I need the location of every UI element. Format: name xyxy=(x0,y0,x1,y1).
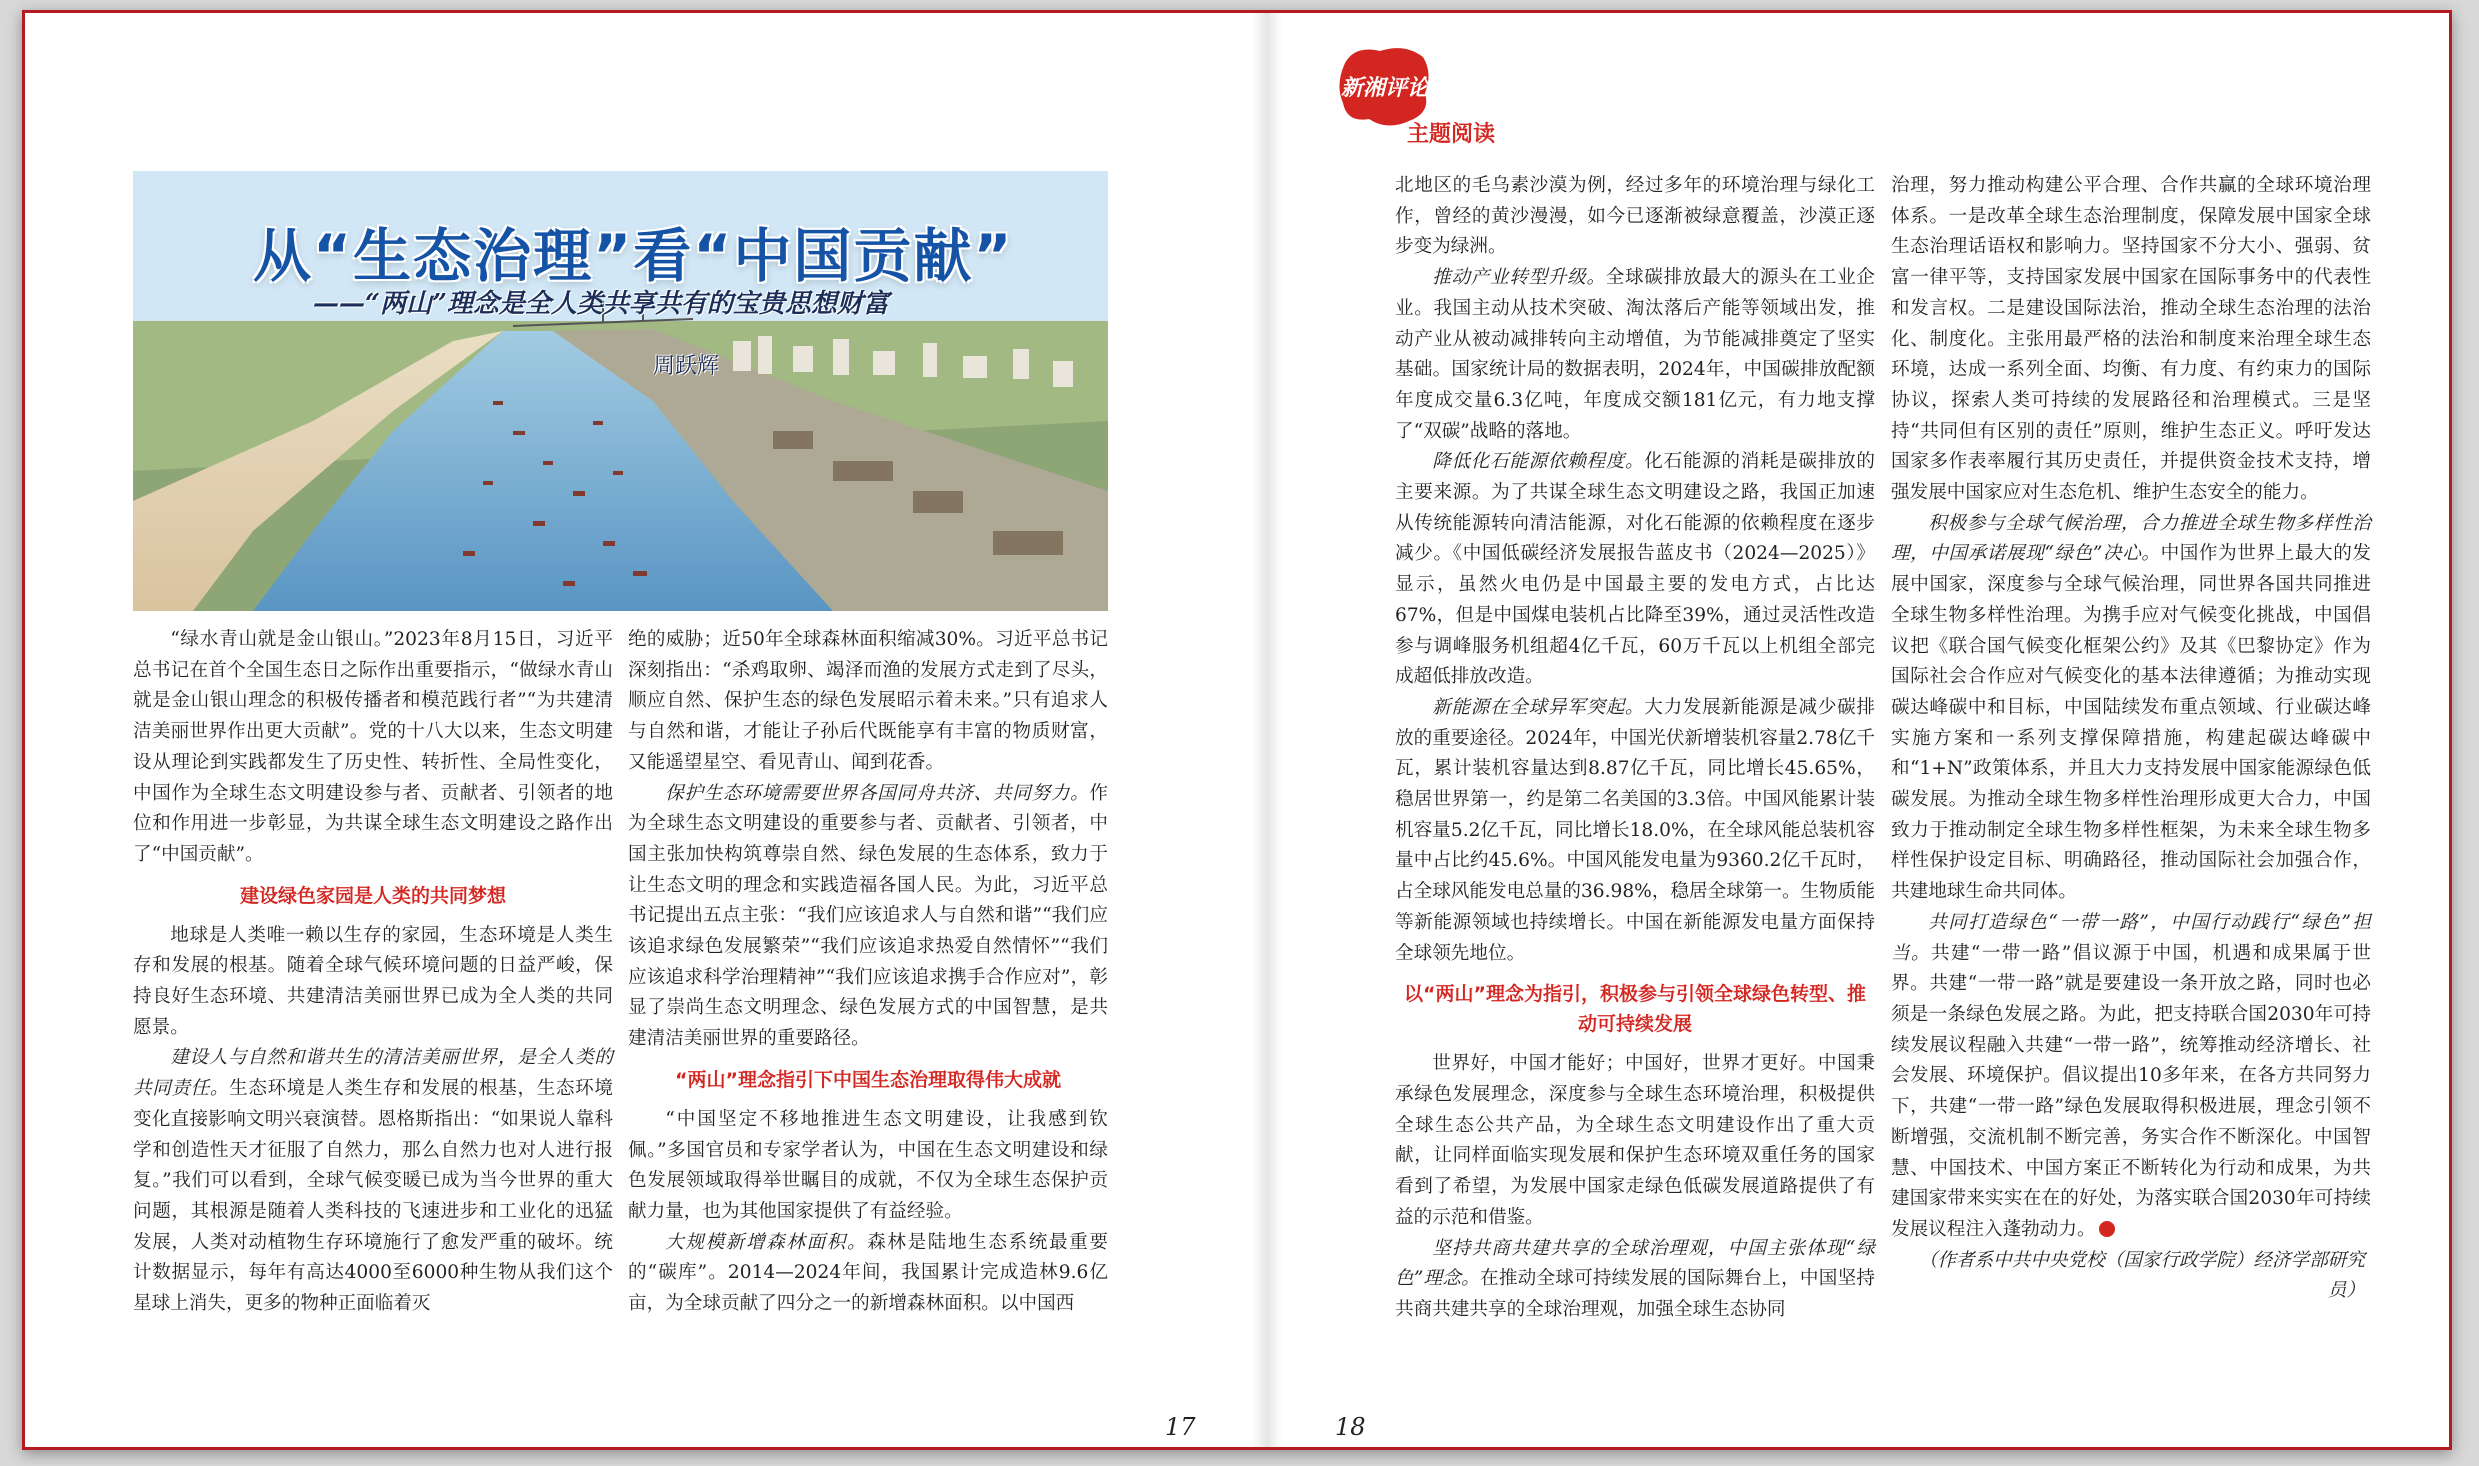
paragraph-body: 森林是陆地生态系统最重要的“碳库”。2014—2024年间，我国累计完成造林9.6亿亩，为全球贡献了四分之一的新增森林面积。以中国西 xyxy=(628,1231,1108,1315)
paragraph xyxy=(628,779,1108,1055)
column-4 xyxy=(1891,171,2371,1307)
paragraph-lead: 降低化石能源依赖程度。 xyxy=(1432,451,1645,473)
section-heading: “两山”理念指引下中国生态治理取得伟大成就 xyxy=(675,1068,1061,1091)
section-heading: 建设绿色家园是人类的共同梦想 xyxy=(239,884,506,907)
article-end-mark xyxy=(2099,1221,2115,1237)
brand-name: 新湘评论 xyxy=(1340,75,1430,101)
paragraph-lead: 大规模新增森林面积。 xyxy=(665,1231,868,1253)
paragraph-body: 中国作为世界上最大的发展中国家，深度参与全球气候治理，同世界各国共同推进全球生物多样性治理。为携手应对气候变化挑战，中国倡议把《联合国气候变化框架公约》及其《巴黎协定》作为国际社会合作应对气候变化的基本法律遵循；为推动实现碳达峰碳中和目标，中国陆续发布重点领域、行业碳达峰实施方案和一系列支撑保障措施，构建起碳达峰碳中和“1+N”政策体系，并且大力支持发展中国家能源绿色低碳发展。为推动全球生物多样性治理形成更大合力，中国致力于推动制定全球生物多样性框架，为未来全球生物多样性保护设定目标、明确路径，推动国际社会加强合作，共建地球生命共同体。 xyxy=(1891,543,2371,903)
column-2 xyxy=(628,625,1108,1320)
paragraph xyxy=(1395,1234,1875,1326)
paragraph-body: 在推动全球可持续发展的国际舞台上，中国坚持共商共建共享的全球治理观，加强全球生态协同 xyxy=(1395,1268,1875,1320)
paragraph-lead: 坚持共商共建共享的全球治理观，中国主张体现“绿色”理念。 xyxy=(1395,1237,1875,1290)
paragraph-body: 生态环境是人类生存和发展的根基，生态环境变化直接影响文明兴衰演替。恩格斯指出：“如果说人靠科学和创造性天才征服了自然力，那么自然力也对人进行报复。”我们可以看到，全球气候变暖已成为当今世界的重大问题，其根源是随着人类科技的飞速进步和工业化的迅猛发展，人类对动植物生存环境施行了愈发严重的破坏。统计数据显示，每年有高达4000至6000种生物从我们这个星球上消失，更多的物种正面临着灭 xyxy=(133,1078,613,1315)
paragraph-lead: 推动产业转型升级。 xyxy=(1432,267,1606,289)
xinxiang-pinglun-logo xyxy=(1335,43,1435,128)
paragraph-body: 共建“一带一路”倡议源于中国，机遇和成果属于世界。共建“一带一路”就是要建设一条开放之路，同时也必须是一条绿色发展之路。为此，把支持联合国2030年可持续发展议程融入共建“一带一路”，统筹推动经济增长、社会发展、环境保护。倡议提出10多年来，在各方共同努力下，共建“一带一路”绿色发展取得积极进展，理念引领不断增强，交流机制不断完善，务实合作不断深化。中国智慧、中国技术、中国方案正不断转化为行动和成果，为共建国家带来实实在在的好处，为落实联合国2030年可持续发展议程注入蓬勃动力。 xyxy=(1891,942,2371,1240)
paragraph: “中国坚定不移地推进生态文明建设，让我感到钦佩。”多国官员和专家学者认为，中国在生态文明建设和绿色发展领域取得举世瞩目的成就，不仅为全球生态保护贡献力量，也为其他国家提供了有益经验。 xyxy=(628,1108,1108,1222)
paragraph xyxy=(1395,447,1875,693)
paragraph: 治理，努力推动构建公平合理、合作共赢的全球环境治理体系。一是改革全球生态治理制度，保障发展中国家全球生态治理话语权和影响力。坚持国家不分大小、强弱、贫富一律平等，支持国家发展中国家在国际事务中的代表性和发言权。二是建设国际法治，推动全球生态治理的法治化、制度化。主张用最严格的法治和制度来治理全球生态环境，达成一系列全面、均衡、有力度、有约束力的国际协议，探索人类可持续的发展路径和治理模式。三是坚持“共同但有区别的责任”原则，维护生态正义。呼吁发达国家多作表率履行其历史责任，并提供资金技术支持，增强发展中国家应对生态危机、维护生态安全的能力。 xyxy=(1891,175,2371,504)
hero-photo xyxy=(133,171,1108,611)
paragraph xyxy=(1891,509,2371,908)
article-subtitle: ——“两山”理念是全人类共享共有的宝贵思想财富 xyxy=(313,289,889,319)
paragraph-lead: 保护生态环境需要世界各国同舟共济、共同努力。 xyxy=(665,782,1090,804)
paragraph: “绿水青山就是金山银山。”2023年8月15日，习近平总书记在首个全国生态日之际作出重要指示，“做绿水青山就是金山银山理念的积极传播者和模范践行者”“为共建清洁美丽世界作出更大贡献”。党的十八大以来，生态文明建设从理论到实践都发生了历史性、转折性、全局性变化，中国作为全球生态文明建设参与者、贡献者、引领者的地位和作用进一步彰显，为共谋全球生态文明建设之路作出了“中国贡献”。 xyxy=(133,629,613,865)
binding-gutter xyxy=(1252,13,1282,1447)
paragraph-body: 化石能源的消耗是碳排放的主要来源。为了共谋全球生态文明建设之路，我国正加速从传统能源转向清洁能源，对化石能源的依赖程度在逐步减少。《中国低碳经济发展报告蓝皮书（2024—2025）》显示，虽然火电仍是中国最主要的发电方式，占比达67%，但是中国煤电装机占比降至39%，通过灵活性改造参与调峰服务机组超4亿千瓦，60万千瓦以上机组全部完成超低排放改造。 xyxy=(1395,451,1875,688)
paragraph: 地球是人类唯一赖以生存的家园，生态环境是人类生存和发展的根基。随着全球气候环境问题的日益严峻，保持良好生态环境、共建清洁美丽世界已成为全人类的共同愿景。 xyxy=(133,924,613,1038)
paragraph xyxy=(1395,263,1875,447)
paragraph-lead: 建设人与自然和谐共生的清洁美丽世界，是全人类的共同责任。 xyxy=(133,1047,613,1100)
column-1 xyxy=(133,625,613,1320)
paragraph xyxy=(1891,908,2371,1246)
magazine-spread xyxy=(22,10,2452,1450)
paragraph: 绝的威胁；近50年全球森林面积缩减30%。习近平总书记深刻指出：“杀鸡取卵、竭泽而渔的发展方式走到了尽头，顺应自然、保护生态的绿色发展昭示着未来。”只有追求人与自然和谐，才能让子孙后代既能享有丰富的物质财富，又能遥望星空、看见青山、闻到花香。 xyxy=(628,629,1108,773)
column-3 xyxy=(1395,171,1875,1326)
author-bio: （作者系中共中央党校（国家行政学院）经济学部研究员） xyxy=(1918,1249,2365,1302)
paragraph: 北地区的毛乌素沙漠为例，经过多年的环境治理与绿化工作，曾经的黄沙漫漫，如今已逐渐被绿意覆盖，沙漠正逐步变为绿洲。 xyxy=(1395,175,1875,258)
paragraph-body: 作为全球生态文明建设的重要参与者、贡献者、引领者，中国主张加快构筑尊崇自然、绿色发展的生态体系，致力于让生态文明的理念和实践造福各国人民。为此，习近平总书记提出五点主张：“我们应该追求人与自然和谐”“我们应该追求绿色发展繁荣”“我们应该追求热爱自然情怀”“我们应该追求科学治理精神”“我们应该追求携手合作应对”，彰显了崇尚生态文明理念、绿色发展方式的中国智慧，是共建清洁美丽世界的重要路径。 xyxy=(628,782,1108,1050)
paragraph: 世界好，中国才能好；中国好，世界才更好。中国秉承绿色发展理念，深度参与全球生态环境治理，积极提供全球生态公共产品，为全球生态文明建设作出了重大贡献，让同样面临实现发展和保护生态环境双重任务的国家看到了希望，为发展中国家走绿色低碳发展道路提供了有益的示范和借鉴。 xyxy=(1395,1053,1875,1228)
article-author: 周跃辉 xyxy=(653,354,720,379)
section-heading: 以“两山”理念为指引，积极参与引领全球绿色转型、推动可持续发展 xyxy=(1404,983,1866,1036)
paragraph-lead: 积极参与全球气候治理，合力推进全球生物多样性治理，中国承诺展现“绿色”决心。 xyxy=(1891,512,2371,565)
paragraph xyxy=(133,1043,613,1319)
page-number-right: 18 xyxy=(1335,1413,1366,1441)
paragraph xyxy=(1395,693,1875,969)
section-label: 主题阅读 xyxy=(1407,122,1496,147)
page-number-left: 17 xyxy=(1165,1413,1196,1441)
paragraph-lead: 共同打造绿色“一带一路”，中国行动践行“绿色”担当。 xyxy=(1891,911,2371,964)
paragraph-body: 全球碳排放最大的源头在工业企业。我国主动从技术突破、淘汰落后产能等领域出发，推动产业从被动减排转向主动增值，为节能减排奠定了坚实基础。国家统计局的数据表明，2024年，中国碳排放配额年度成交量6.3亿吨，年度成交额181亿元，有力地支撑了“双碳”战略的落地。 xyxy=(1395,267,1875,442)
paragraph xyxy=(628,1228,1108,1320)
paragraph-body: 大力发展新能源是减少碳排放的重要途径。2024年，中国光伏新增装机容量2.78亿千瓦，累计装机容量达到8.87亿千瓦，同比增长45.65%，稳居世界第一，约是第二名美国的3.3倍。中国风能累计装机容量5.2亿千瓦，同比增长18.0%，在全球风能总装机容量中占比约45.6%。中国风能发电量为9360.2亿千瓦时，占全球风能发电总量的36.98%，稳居全球第一。生物质能等新能源领域也持续增长。中国在新能源发电量方面保持全球领先地位。 xyxy=(1395,696,1875,964)
article-title: 从“生态治理”看“中国贡献” xyxy=(253,222,1014,290)
paragraph-lead: 新能源在全球异军突起。 xyxy=(1432,696,1645,718)
